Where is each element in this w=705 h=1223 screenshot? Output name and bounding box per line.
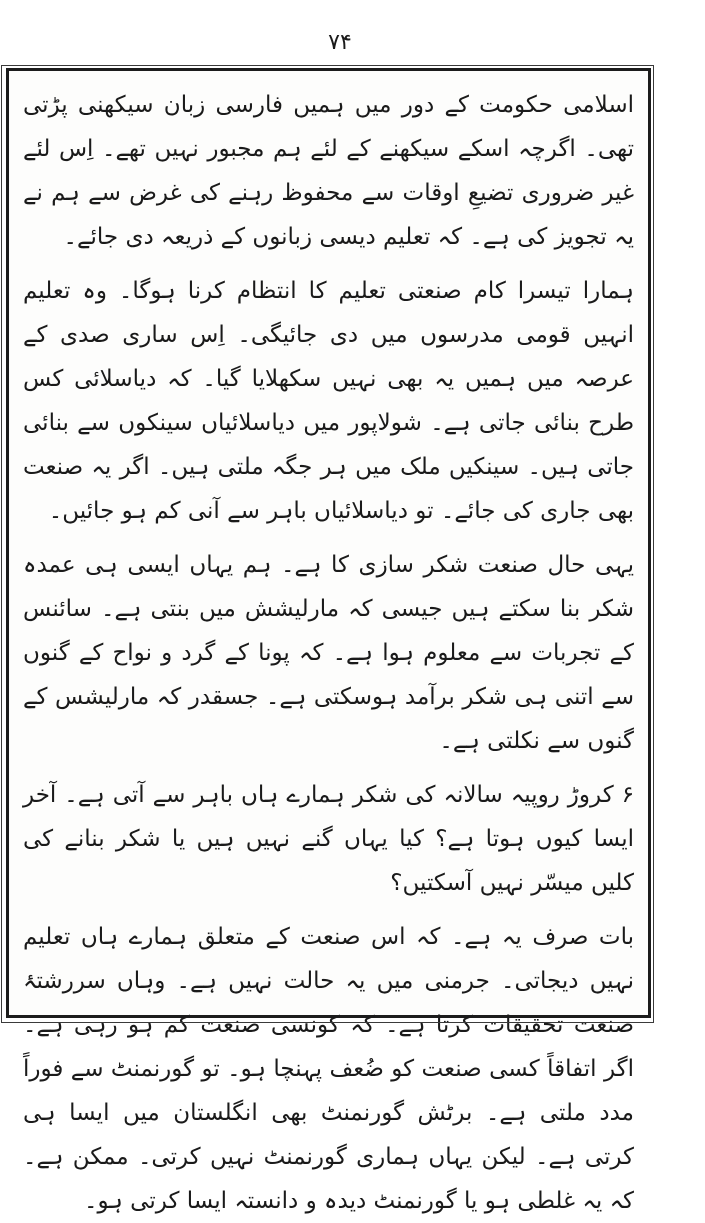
paragraph-5: بات صرف یہ ہے۔ کہ اس صنعت کے متعلق ہمارے ہاں تعلیم نہیں دیجاتی۔ جرمنی میں یہ حالت نہیں ہے۔ وہاں سررشتۂ صنعت تحقیقات کرتا ہے۔ کہ کونسی صنعت کم ہو رہی ہے۔ اگر اتفاقاً کسی صنعت کو ضُعف پہنچا ہو۔ تو گورنمنٹ سے فوراً مدد ملتی ہے۔ برٹش گورنمنٹ بھی انگلستان میں ایسا ہی کرتی ہے۔ لیکن یہاں ہماری گورنمنٹ نہیں کرتی۔ ممکن ہے۔ کہ یہ غلطی ہو یا گورنمنٹ دیدہ و دانستہ ایسا کرتی ہو۔ xyxy=(23,924,634,1214)
paragraph-3: یہی حال صنعت شکر سازی کا ہے۔ ہم یہاں ایسی ہی عمدہ شکر بنا سکتے ہیں جیسی کہ مارلیشش میں بنتی ہے۔ سائنس کے تجربات سے معلوم ہوا ہے۔ کہ پونا کے گرد و نواح کے گنوں سے اتنی ہی شکر برآمد ہوسکتی ہے۔ جسقدر کہ مارلیشس کے گنوں سے نکلتی ہے۔ xyxy=(23,552,634,754)
paragraph-4: ۶ کروڑ روپیہ سالانہ کی شکر ہمارے ہاں باہر سے آتی ہے۔ آخر ایسا کیوں ہوتا ہے؟ کیا یہاں گنے نہیں ہیں یا شکر بنانے کی کلیں میسّر نہیں آسکتیں؟ xyxy=(23,782,634,896)
paragraph-2: ہمارا تیسرا کام صنعتی تعلیم کا انتظام کرنا ہوگا۔ وہ تعلیم انہیں قومی مدرسوں میں دی جائیگی۔ اِس ساری صدی کے عرصہ میں ہمیں یہ بھی نہیں سکھلایا گیا۔ کہ دیاسلائی کس طرح بنائی جاتی ہے۔ شولاپور میں دیاسلائیاں سینکوں سے بنائی جاتی ہیں۔ سینکیں ملک میں ہر جگہ ملتی ہیں۔ اگر یہ صنعت بھی جاری کی جائے۔ تو دیاسلائیاں باہر سے آنی کم ہو جائیں۔ xyxy=(23,278,634,524)
page-text-block xyxy=(23,83,634,1214)
page-number: ۷۴ xyxy=(328,30,352,55)
page-border-frame xyxy=(6,68,651,1214)
paragraph-1: اسلامی حکومت کے دور میں ہمیں فارسی زبان سیکھنی پڑتی تھی۔ اگرچہ اسکے سیکھنے کے لئے ہم مجبور نہیں تھے۔ اِس لئے غیر ضروری تضیعِ اوقات سے محفوظ رہنے کی غرض سے ہم نے یہ تجویز کی ہے۔ کہ تعلیم دیسی زبانوں کے ذریعہ دی جائے۔ xyxy=(23,92,634,250)
